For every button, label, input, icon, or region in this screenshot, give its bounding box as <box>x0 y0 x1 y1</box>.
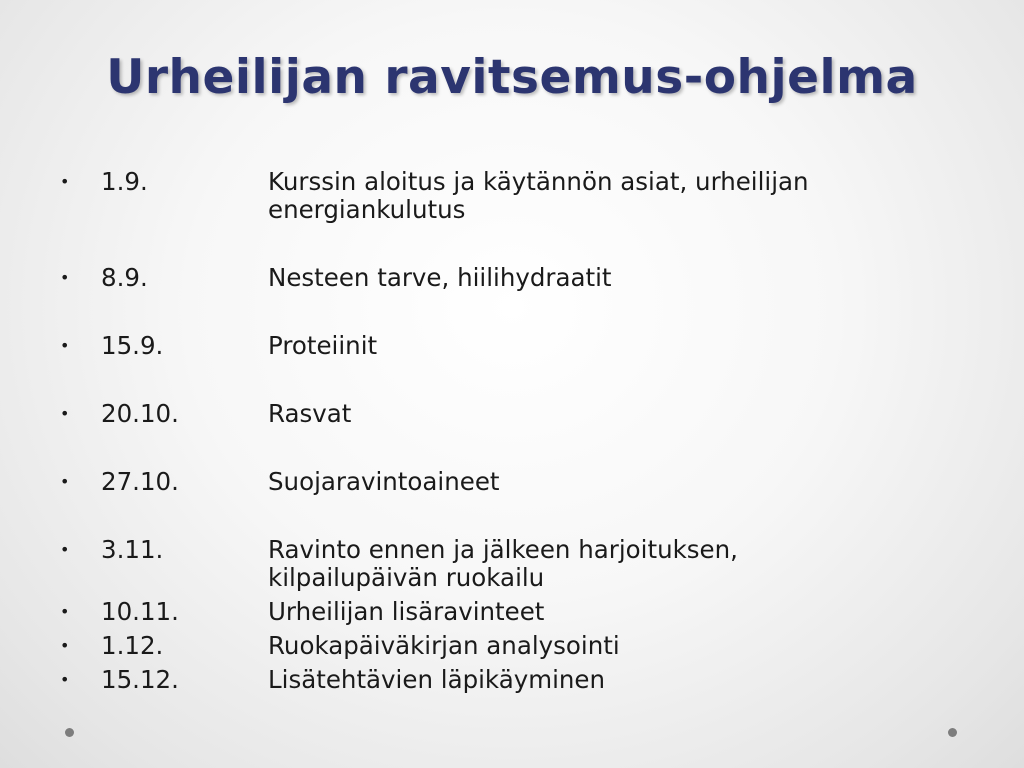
bullet-icon: • <box>60 602 70 621</box>
schedule-topic-line: kilpailupäivän ruokailu <box>268 563 545 592</box>
corner-dot-right-icon <box>948 728 957 737</box>
schedule-topic <box>268 536 960 592</box>
schedule-topic-line: Ravinto ennen ja jälkeen harjoituksen, <box>268 535 738 564</box>
bullet-icon: • <box>60 268 70 287</box>
schedule-date: 15.12. <box>101 665 179 694</box>
schedule-item <box>60 536 960 592</box>
schedule-item <box>60 598 960 626</box>
schedule-topic: Suojaravintoaineet <box>268 467 500 496</box>
schedule-item <box>60 632 960 660</box>
schedule-topic: Rasvat <box>268 399 352 428</box>
bullet-icon: • <box>60 336 70 355</box>
schedule-item <box>60 666 960 694</box>
schedule-date: 27.10. <box>101 467 179 496</box>
schedule-item <box>60 468 960 496</box>
corner-dot-left-icon <box>65 728 74 737</box>
bullet-icon: • <box>60 472 70 491</box>
schedule-date: 1.9. <box>101 167 148 196</box>
schedule-date: 8.9. <box>101 263 148 292</box>
bullet-icon: • <box>60 404 70 423</box>
schedule-topic: Nesteen tarve, hiilihydraatit <box>268 263 612 292</box>
schedule-date: 10.11. <box>101 597 179 626</box>
schedule-date: 3.11. <box>101 535 164 564</box>
schedule-list <box>60 168 960 694</box>
schedule-topic-line: Kurssin aloitus ja käytännön asiat, urheilijan <box>268 167 809 196</box>
schedule-topic: Proteiinit <box>268 331 378 360</box>
schedule-item <box>60 400 960 428</box>
bullet-icon: • <box>60 540 70 559</box>
bullet-icon: • <box>60 670 70 689</box>
bullet-icon: • <box>60 172 70 191</box>
schedule-item <box>60 332 960 360</box>
schedule-item <box>60 264 960 292</box>
schedule-date: 1.12. <box>101 631 164 660</box>
schedule-topic-line: energiankulutus <box>268 195 466 224</box>
slide-title: Urheilijan ravitsemus-ohjelma <box>106 50 918 105</box>
schedule-topic: Urheilijan lisäravinteet <box>268 597 545 626</box>
schedule-topic <box>268 168 960 224</box>
schedule-topic: Ruokapäiväkirjan analysointi <box>268 631 620 660</box>
schedule-date: 20.10. <box>101 399 179 428</box>
schedule-item <box>60 168 960 224</box>
schedule-date: 15.9. <box>101 331 164 360</box>
bullet-icon: • <box>60 636 70 655</box>
schedule-topic: Lisätehtävien läpikäyminen <box>268 665 606 694</box>
